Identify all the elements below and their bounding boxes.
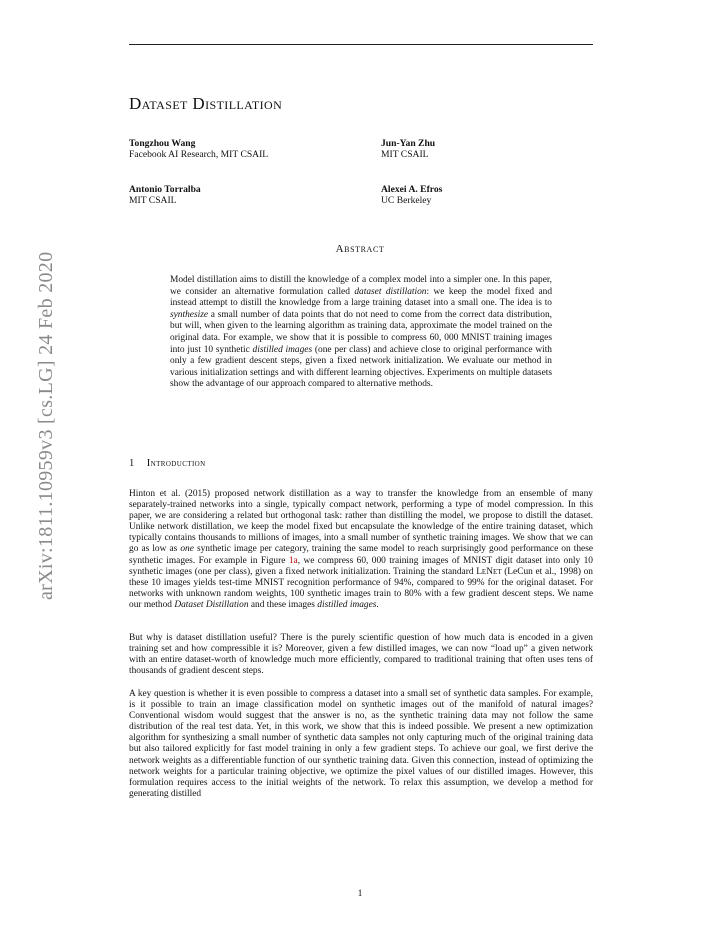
- author-affiliation: MIT CSAIL: [381, 149, 429, 160]
- paragraph-emphasis: Dataset Distillation: [174, 599, 249, 610]
- abstract-emphasis: synthesize: [170, 309, 209, 320]
- author-name: Alexei A. Efros: [381, 184, 443, 195]
- intro-paragraph: But why is dataset distillation useful? There is the purely scientific question of how much data is encoded in a given training set and how compressible it is? Moreover, given a few distilled images, we can now “load up” a given network with an entire dataset-worth of knowledge much more efficiently, compared to traditional training that often uses tens of thousands of gradient descent steps.: [129, 633, 593, 677]
- abstract-emphasis: dataset distillation: [354, 286, 427, 297]
- top-rule: [129, 44, 593, 45]
- abstract-text-run: Model distillation aims to distill the knowledge of a complex model into a simpler one. In this paper, we consider an alternative formulation called: [170, 275, 552, 297]
- abstract-text: [170, 275, 552, 391]
- section-heading: [129, 458, 206, 469]
- abstract-heading: Abstract: [335, 243, 385, 255]
- paragraph-emphasis: distilled images: [317, 599, 377, 610]
- paragraph-text-run: , we compress 60, 000 training images of MNIST digit dataset into only 10 synthetic images (one per class), given a fixed network initialization. Training the standard: [129, 555, 593, 577]
- author-name: Jun-Yan Zhu: [381, 138, 436, 149]
- abstract-text-run: a small number of data points that do not need to come from the correct data distribution, but will, when given to the learning algorithm as training data, approximate the model trained on the original data. For example, we show that it is possible to compress 60, 000 MNIST training images into just 10 synthetic: [170, 309, 552, 355]
- lenet-name: LeNet: [476, 566, 502, 577]
- author-affiliation: UC Berkeley: [381, 195, 432, 206]
- paragraph-emphasis: one: [180, 544, 194, 555]
- section-number: 1: [129, 458, 135, 469]
- paragraph-text-run: .: [376, 599, 379, 610]
- paragraph-text-run: synthetic image per category, training the same model to reach surprisingly good performance on these synthetic images. For example in Figure: [129, 544, 594, 566]
- paper-title: Dataset Distillation: [129, 94, 283, 113]
- author-block: [129, 138, 268, 160]
- abstract-emphasis: distilled images: [252, 344, 313, 355]
- paragraph-text-run: (LeCun et al., 1998) on these 10 images yields test-time MNIST recognition performance of 94%, compared to 99% for the original dataset. For networks with unknown random weights, 100 synthetic images train to 80% with a few gradient descent steps. We name our method: [129, 566, 593, 610]
- author-block: [381, 138, 435, 160]
- author-affiliation: MIT CSAIL: [129, 195, 177, 206]
- abstract-text-run: : we keep the model fixed and instead attempt to distill the knowledge from a large training dataset into a small one. The idea is to: [170, 286, 553, 309]
- author-name: Tongzhou Wang: [129, 138, 196, 149]
- paragraph-text-run: Hinton et al. (2015) proposed network distillation as a way to transfer the knowledge from an ensemble of many separately-trained networks into a single, typically compact network, performing a type of model compression. In this paper, we are considering a related but orthogonal task: rather than distilling the model, we propose to distill the dataset. Unlike network distillation, we keep the model fixed but encapsulate the knowledge of the entire training dataset, which typically contains thousands to millions of images, into a small number of synthetic training images. We show that we can go as low as: [129, 489, 593, 555]
- abstract-text-run: (one per class) and achieve close to original performance with only a few gradient descent steps, given a fixed network initialization. We evaluate our method in various initialization settings and with different learning objectives. Experiments on multiple datasets show the advantage of our approach compared to alternative methods.: [170, 344, 552, 390]
- intro-paragraph: A key question is whether it is even possible to compress a dataset into a small set of synthetic data samples. For example, is it possible to train an image classification model on synthetic images out of the manifold of natural images? Conventional wisdom would suggest that the answer is no, as the synthetic training data may not follow the same distribution of the real test data. Yet, in this work, we show that this is indeed possible. We present a new optimization algorithm for synthesizing a small number of synthetic data samples not only capturing much of the original training data but also tailored explicitly for fast model training in only a few gradient steps. To achieve our goal, we first derive the network weights as a differentiable function of our synthetic training data. Given this connection, instead of optimizing the network weights for a particular training objective, we optimize the pixel values of our distilled images. However, this formulation requires access to the initial weights of the network. To relax this assumption, we develop a method for generating distilled: [129, 689, 593, 799]
- author-block: [129, 184, 201, 206]
- intro-paragraph: [129, 489, 593, 611]
- section-title: Introduction: [146, 458, 206, 469]
- arxiv-identifier-stamp[interactable]: arXiv:1811.10959v3 [cs.LG] 24 Feb 2020: [35, 251, 57, 600]
- paragraph-text-run: and these images: [248, 599, 318, 610]
- author-block: [381, 184, 442, 206]
- figure-reference-link[interactable]: 1a: [288, 555, 298, 566]
- author-affiliation: Facebook AI Research, MIT CSAIL: [129, 149, 269, 160]
- author-name: Antonio Torralba: [129, 184, 201, 195]
- page-number: 1: [357, 888, 363, 899]
